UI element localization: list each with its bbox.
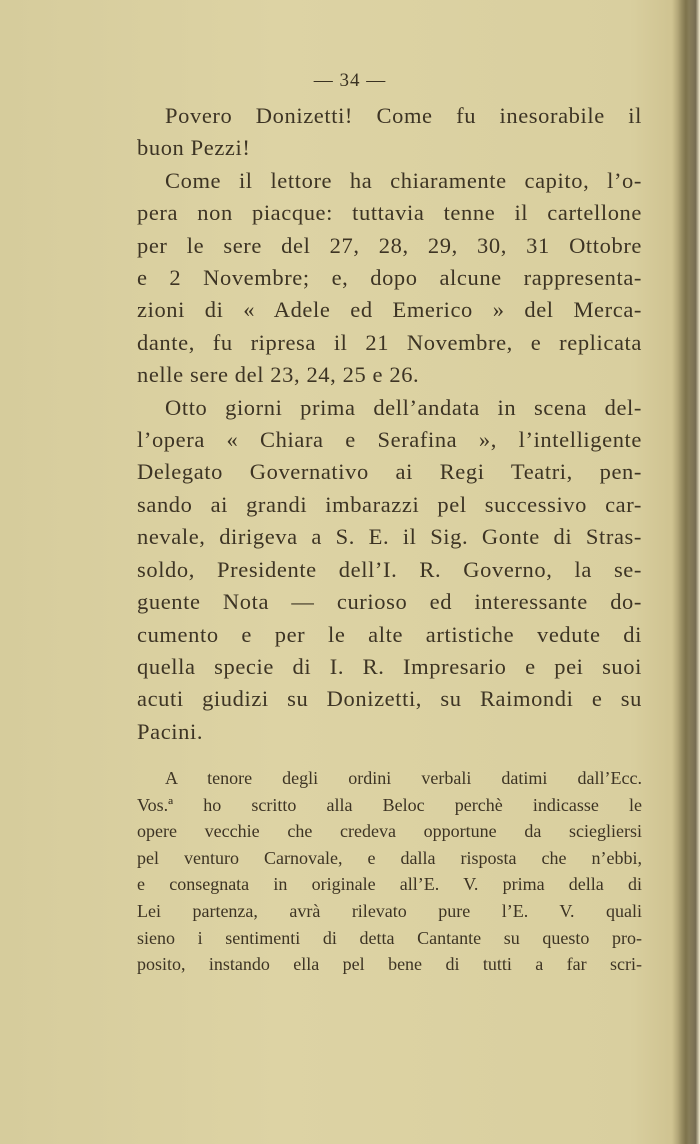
note-line: e consegnata in originale all’E. V. prima della di [137, 874, 642, 895]
text-line: quella specie di I. R. Impresario e pei suoi [137, 653, 642, 679]
text-line: pera non piacque: tuttavia tenne il cartellone [137, 200, 642, 226]
text-line: e 2 Novembre; e, dopo alcune rappresenta- [137, 265, 642, 291]
text-line: acuti giudizi su Donizetti, su Raimondi e su [137, 686, 642, 712]
note-line: opere vecchie che credeva opportune da sciegliersi [137, 821, 642, 842]
text-line: Delegato Governativo ai Regi Teatri, pen- [137, 459, 642, 485]
text-line: buon Pezzi! [137, 135, 251, 161]
main-text [137, 100, 642, 748]
note-line: pel venturo Carnovale, e dalla risposta che n’ebbi, [137, 847, 642, 868]
text-line: sando ai grandi imbarazzi pel successivo car- [137, 491, 642, 517]
text-line: Pacini. [137, 718, 204, 744]
page-number: — 34 — [313, 70, 387, 91]
text-line: cumento e per le alte artistiche vedute di [137, 621, 642, 647]
text-line: soldo, Presidente dell’I. R. Governo, la se- [137, 556, 642, 582]
text-line: l’opera « Chiara e Serafina », l’intelligente [137, 427, 642, 453]
text-line: nelle sere del 23, 24, 25 e 26. [137, 362, 420, 388]
text-line: guente Nota — curioso ed interessante do- [137, 589, 642, 615]
note-line: sieno i sentimenti di detta Cantante su questo pro- [137, 927, 642, 948]
text-line: Povero Donizetti! Come fu inesorabile il [165, 103, 642, 128]
text-line: per le sere del 27, 28, 29, 30, 31 Ottobre [137, 232, 642, 258]
note-line: posito, instando ella pel bene di tutti a far scri- [137, 954, 642, 975]
quoted-document-text [137, 765, 642, 978]
text-line: nevale, dirigeva a S. E. il Sig. Gonte di Stras- [137, 524, 642, 550]
text-line: dante, fu ripresa il 21 Novembre, e replicata [137, 329, 642, 355]
note-line: Lei partenza, avrà rilevato pure l’E. V. quali [137, 900, 642, 921]
text-line: zioni di « Adele ed Emerico » del Merca- [137, 297, 642, 323]
page-edge-shadow [678, 0, 700, 1144]
note-line: Vos.ª ho scritto alla Beloc perchè indicasse le [137, 794, 642, 815]
note-line: A tenore degli ordini verbali datimi dall’Ecc. [165, 768, 642, 788]
text-line: Otto giorni prima dell’andata in scena del- [165, 394, 642, 420]
text-line: Come il lettore ha chiaramente capito, l’o- [165, 167, 642, 193]
